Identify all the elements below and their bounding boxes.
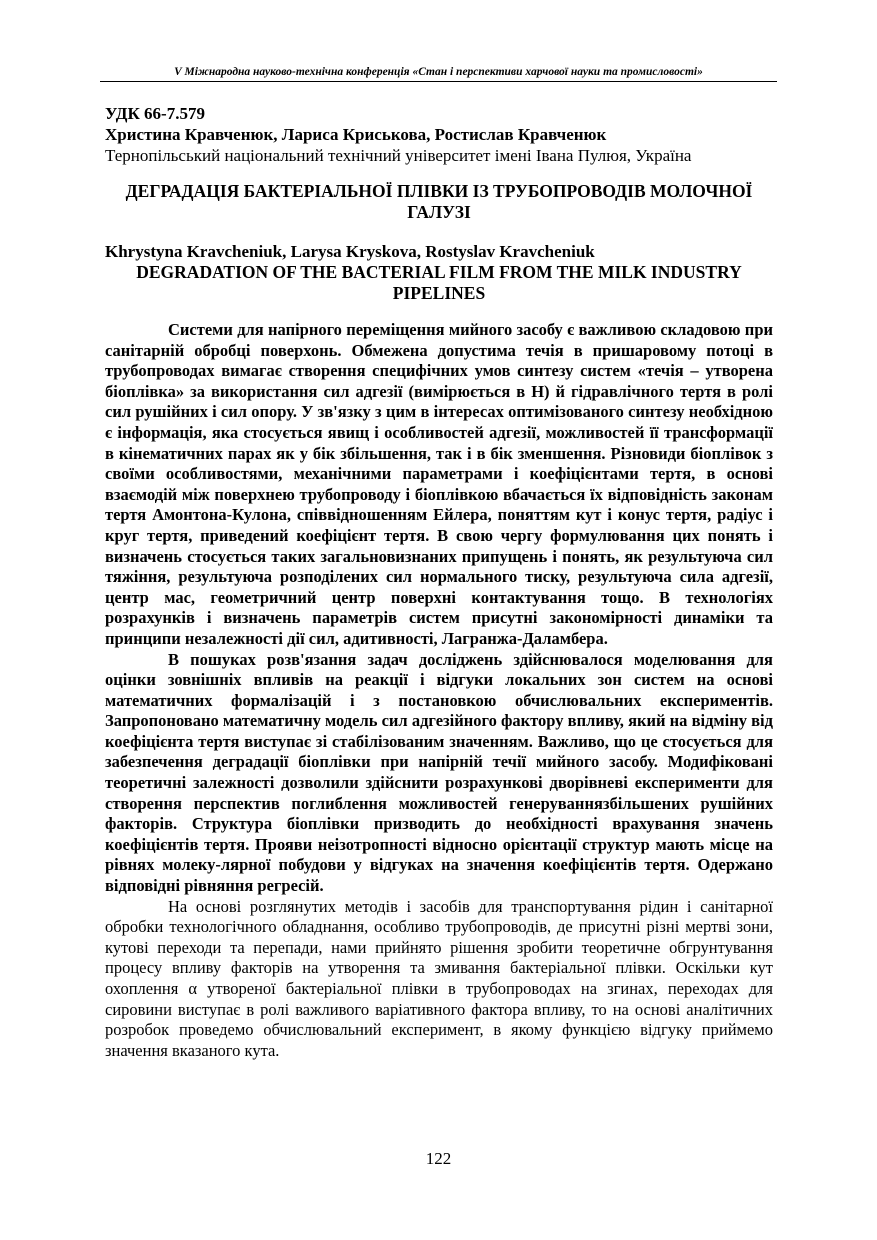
title-ua <box>105 181 773 223</box>
title-ua-text: ДЕГРАДАЦІЯ БАКТЕРІАЛЬНОЇ ПЛІВКИ ІЗ ТРУБОПРОВОДІВ МОЛОЧНОЇ ГАЛУЗІ <box>125 181 753 222</box>
title-en-text: DEGRADATION OF THE BACTERIAL FILM FROM THE MILK INDUSTRY PIPELINES <box>136 262 742 303</box>
paragraph-3: На основі розглянутих методів і засобів для транспортування рідин і санітарної обробки технологічного обладнання, особливо трубопроводів, де присутні різні мертві зони, кутові переходи та перепади, нами прийнято рішення зробити теоретичне обгрунтування процесу впливу факторів на утворення та змивання бактеріальної плівки. Оскільки кут охоплення α утвореної бактеріальної плівки в трубопроводах на згинах, переходах для сировини виступає в ролі важливого варіативного фактора впливу, то на основі аналітичних розробок проведемо обчислювальний експеримент, в якому функцією відгуку приймемо значення вказаного кута. <box>105 896 773 1060</box>
page-number: 122 <box>425 1149 452 1168</box>
udc-code: УДК 66-7.579 <box>105 104 205 123</box>
running-header: V Міжнародна науково-технічна конференція «Стан і перспективи харчової науки та промисловості» <box>100 66 777 82</box>
paragraph-1: Системи для напірного переміщення мийного засобу є важливою складовою при санітарній обробці поверхонь. Обмежена допустима течія в пришаровому потоці в трубопроводах вимагає створення специфічних умов синтезу систем «течія – утворена біоплівка» за використання сил адгезії (вимірюється в Н) й гідравлічного тертя в ролі сил рушійних і сил опору. У зв'язку з цим в інтересах оптимізованого синтезу необхідною є інформація, яка стосується явищ і особливостей адгезії, можливостей її трансформації в кінематичних парах як у бік збільшення, так і в бік зменшення. Різновиди біоплівок з своїми особливостями, механічними параметрами і коефіцієнтами тертя, в основі взаємодій між поверхнею трубопроводу і біоплівкою вбачається їх відповідність законам тертя Амонтона-Кулона, співвідношенням Ейлера, поняттям кут і конус тертя, радіус і круг тертя, приведений коефіцієнт тертя. В свою чергу формулювання цих понять і визначень стосується таких загальновизнаних припущень і понять, як результуюча сил тяжіння, результуюча розподілених сил нормального тиску, результуюча сила адгезії, центр мас, геометричний центр поверхні контактування тощо. В технологіях розрахунків і визначень параметрів систем присутні закономірності динаміки та принципи незалежності дії сил, адитивності, Лагранжа-Даламбера. <box>105 320 773 648</box>
article-body <box>105 320 773 1061</box>
authors-en: Khrystyna Kravcheniuk, Larysa Kryskova, Rostyslav Kravcheniuk <box>105 242 595 261</box>
paragraph-2: В пошуках розв'язання задач досліджень здійснювалося моделювання для оцінки зовнішніх впливів на реакції і відгуки локальних зон систем на основі математичних формалізацій і з постановкою обчислювальних експериментів. Запропоновано математичну модель сил адгезійного фактору впливу, який на відміну від коефіцієнта тертя виступає зі стабілізованим значенням. Важливо, що це стосується для забезпечення деградації біоплівки при напірній течії мийного засобу. Модифіковані теоретичні залежності дозволили здійснити розрахункові дворівневі експерименти для створення перспектив поглиблення можливостей генеруваннязбільшених рушійних факторів. Структура біоплівки призводить до необхідності врахування значень коефіцієнтів тертя. Прояви неізотропності відносно орієнтації структур мають місце на рівнях молеку-лярної побудови у відгуках на значення коефіцієнтів тертя. Одержано відповідні рівняння регресій. <box>105 649 773 896</box>
authors-ua: Христина Кравченюк, Лариса Криськова, Ростислав Кравченюк <box>105 125 607 144</box>
affiliation: Тернопільський національний технічний університет імені Івана Пулюя, Україна <box>105 146 692 165</box>
title-en <box>105 262 773 304</box>
